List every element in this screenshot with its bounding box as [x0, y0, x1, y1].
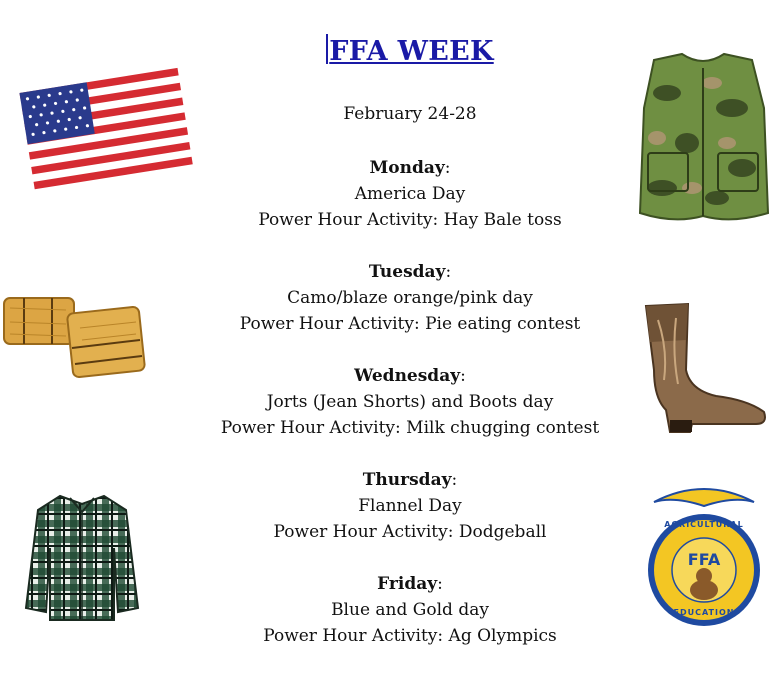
text-cursor — [326, 34, 328, 64]
event-dates: February 24-28 — [343, 104, 477, 124]
day-name: Wednesday — [354, 366, 461, 386]
day-activity: Power Hour Activity: Milk chugging contest — [220, 418, 600, 438]
day-friday: Friday: Blue and Gold day Power Hour Activity: Ag Olympics — [160, 571, 660, 649]
day-wednesday: Wednesday: Jorts (Jean Shorts) and Boots day Power Hour Activity: Milk chugging contest — [160, 363, 660, 441]
day-activity: Power Hour Activity: Hay Bale toss — [258, 210, 562, 230]
day-theme: Jorts (Jean Shorts) and Boots day — [266, 392, 554, 412]
page-title[interactable]: FFA WEEK — [160, 34, 660, 67]
hay-bales-icon — [0, 288, 150, 384]
day-theme: Flannel Day — [358, 496, 462, 516]
day-theme: America Day — [354, 184, 466, 204]
camo-vest-icon — [632, 48, 774, 226]
day-activity: Power Hour Activity: Dodgeball — [273, 522, 547, 542]
american-flag-icon — [18, 58, 193, 198]
emblem-center-text: FFA — [687, 550, 721, 569]
day-theme: Camo/blaze orange/pink day — [287, 288, 533, 308]
day-thursday: Thursday: Flannel Day Power Hour Activity: Dodgeball — [160, 467, 660, 545]
day-name: Thursday — [362, 470, 452, 490]
day-tuesday: Tuesday: Camo/blaze orange/pink day Power Hour Activity: Pie eating contest — [160, 259, 660, 337]
ffa-emblem-icon — [634, 480, 774, 630]
day-monday: Monday: America Day Power Hour Activity: Hay Bale toss — [160, 155, 660, 233]
day-theme: Blue and Gold day — [331, 600, 489, 620]
cowboy-boot-icon — [636, 300, 772, 436]
day-name: Tuesday — [368, 262, 446, 282]
emblem-ring-top-text: AGRICULTURAL — [664, 520, 744, 529]
emblem-ring-bottom-text: EDUCATION — [673, 608, 735, 617]
day-activity: Power Hour Activity: Pie eating contest — [239, 314, 581, 334]
day-name: Monday — [369, 158, 445, 178]
day-activity: Power Hour Activity: Ag Olympics — [263, 626, 557, 646]
day-name: Friday — [377, 574, 438, 594]
flannel-shirt-icon — [22, 488, 142, 624]
